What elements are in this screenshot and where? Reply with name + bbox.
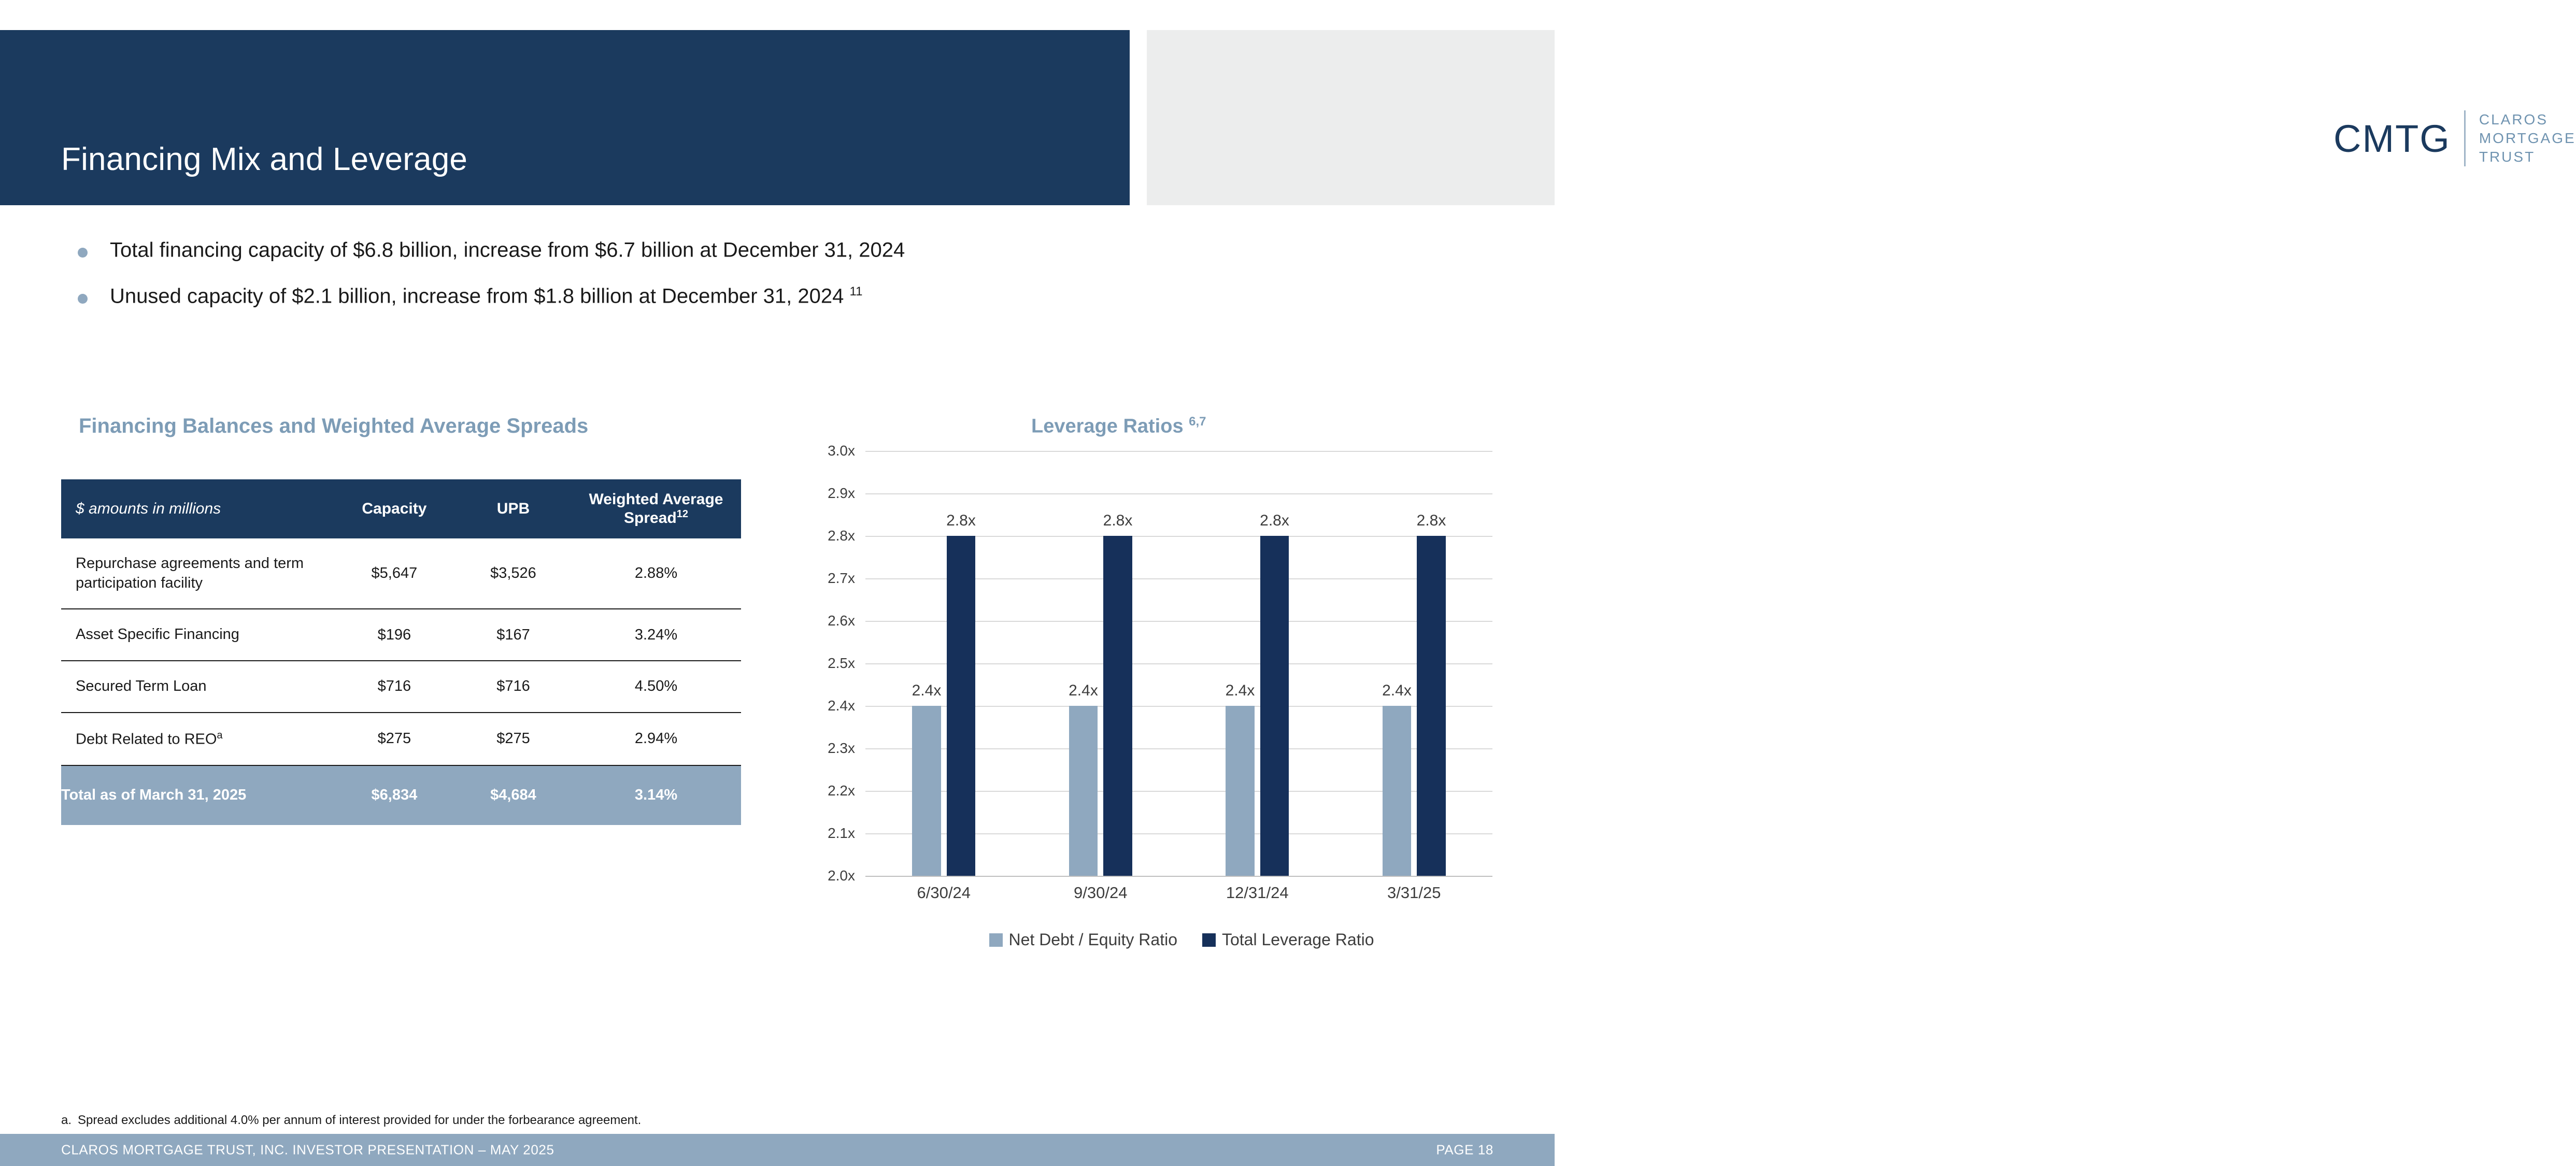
- y-axis-tick-label: 2.0x: [828, 868, 855, 884]
- column-header-label: $ amounts in millions: [61, 479, 333, 538]
- x-axis-tick-label: 3/31/25: [1387, 884, 1441, 902]
- row-capacity: $275: [333, 713, 456, 765]
- logo-subtext-line3: TRUST: [2479, 148, 2536, 165]
- column-header-spread: [571, 479, 741, 538]
- chart-bar-label: 2.8x: [1103, 512, 1133, 529]
- chart-title-text: Leverage Ratios: [1031, 415, 1184, 437]
- chart-bar: [1069, 706, 1098, 876]
- list-item: [78, 285, 905, 308]
- chart-bar-label: 2.4x: [912, 682, 942, 699]
- chart-legend: [865, 930, 1498, 949]
- total-capacity: $6,834: [333, 765, 456, 825]
- chart-y-axis: [798, 443, 855, 884]
- financing-table: [61, 479, 741, 825]
- x-axis-tick-label: 12/31/24: [1226, 884, 1289, 902]
- leverage-ratios-chart: [798, 443, 1498, 949]
- list-item: [78, 238, 905, 262]
- table-header-row: [61, 479, 741, 538]
- column-header-upb: UPB: [456, 479, 571, 538]
- logo-divider: [2464, 110, 2466, 166]
- row-upb: $716: [456, 661, 571, 713]
- logo: [2333, 110, 2576, 166]
- chart-bar: [1226, 706, 1255, 876]
- row-upb: $275: [456, 713, 571, 765]
- y-axis-tick-label: 2.9x: [828, 485, 855, 501]
- row-label: Asset Specific Financing: [61, 609, 333, 661]
- chart-x-axis: [865, 884, 1492, 915]
- footnote-text: Spread excludes additional 4.0% per annum of interest provided for under the forbearance agreement.: [78, 1113, 642, 1127]
- logo-subtext: [2479, 110, 2576, 166]
- bullet-text: [110, 285, 862, 308]
- logo-subtext-line1: CLAROS: [2479, 111, 2549, 128]
- y-axis-tick-label: 2.4x: [828, 698, 855, 714]
- chart-title-superscript: 6,7: [1189, 415, 1206, 429]
- chart-gridline: [865, 876, 1492, 877]
- y-axis-tick-label: 2.8x: [828, 528, 855, 544]
- bullet-dot-icon: [78, 248, 88, 258]
- y-axis-tick-label: 3.0x: [828, 443, 855, 459]
- y-axis-tick-label: 2.1x: [828, 825, 855, 841]
- table-body: [61, 538, 741, 825]
- logo-subtext-line2: MORTGAGE: [2479, 130, 2576, 147]
- row-capacity: $5,647: [333, 538, 456, 609]
- row-spread: 3.24%: [571, 609, 741, 661]
- chart-title: [1031, 415, 1206, 438]
- row-label: [61, 713, 333, 765]
- chart-bar: [947, 536, 976, 876]
- legend-item[interactable]: [989, 930, 1177, 949]
- footer-band: [0, 1134, 1555, 1166]
- legend-item[interactable]: [1202, 930, 1374, 949]
- bullet-text-value: Unused capacity of $2.1 billion, increase from $1.8 billion at December 31, 2024: [110, 285, 844, 308]
- row-capacity: $196: [333, 609, 456, 661]
- chart-plot-area: [865, 451, 1492, 876]
- total-label: Total as of March 31, 2025: [61, 765, 333, 825]
- row-label-superscript: a: [217, 729, 223, 741]
- x-axis-tick-label: 9/30/24: [1074, 884, 1128, 902]
- y-axis-tick-label: 2.2x: [828, 783, 855, 799]
- bullet-text-value: Total financing capacity of $6.8 billion, increase from $6.7 billion at December 31, 2024: [110, 238, 905, 262]
- bullet-list: [78, 238, 905, 331]
- chart-bar-label: 2.4x: [1382, 682, 1412, 699]
- logo-wordmark: CMTG: [2333, 117, 2451, 160]
- header-band: [0, 30, 1130, 205]
- chart-bar: [1417, 536, 1446, 876]
- chart-bars: [865, 451, 1492, 876]
- column-header-spread-text: Weighted Average Spread: [589, 491, 723, 527]
- column-header-capacity: Capacity: [333, 479, 456, 538]
- row-capacity: $716: [333, 661, 456, 713]
- y-axis-tick-label: 2.5x: [828, 655, 855, 671]
- chart-bar-label: 2.8x: [946, 512, 976, 529]
- row-upb: $167: [456, 609, 571, 661]
- y-axis-tick-label: 2.6x: [828, 613, 855, 629]
- footer-left-text: CLAROS MORTGAGE TRUST, INC. INVESTOR PRESENTATION – MAY 2025: [61, 1142, 554, 1158]
- chart-bar-label: 2.4x: [1069, 682, 1098, 699]
- table-row: [61, 661, 741, 713]
- chart-bar: [1260, 536, 1289, 876]
- chart-bar-label: 2.8x: [1416, 512, 1446, 529]
- row-label: Repurchase agreements and term participation facility: [61, 538, 333, 609]
- table-row: [61, 713, 741, 765]
- chart-bar-label: 2.4x: [1225, 682, 1255, 699]
- footnote-letter: a.: [61, 1113, 72, 1127]
- chart-bar: [912, 706, 941, 876]
- bullet-text: [110, 238, 905, 262]
- chart-bar-label: 2.8x: [1260, 512, 1289, 529]
- total-upb: $4,684: [456, 765, 571, 825]
- chart-bar: [1103, 536, 1132, 876]
- table-total-row: [61, 765, 741, 825]
- logo-band: [1147, 30, 2576, 205]
- table-header: [61, 479, 741, 538]
- table-heading: Financing Balances and Weighted Average Spreads: [79, 415, 589, 437]
- row-spread: 2.88%: [571, 538, 741, 609]
- legend-label: Total Leverage Ratio: [1221, 930, 1374, 949]
- row-upb: $3,526: [456, 538, 571, 609]
- bullet-superscript: 11: [849, 285, 863, 299]
- row-spread: 4.50%: [571, 661, 741, 713]
- table-row: [61, 538, 741, 609]
- table-row: [61, 609, 741, 661]
- total-spread: 3.14%: [571, 765, 741, 825]
- column-header-spread-superscript: 12: [676, 508, 688, 520]
- footnote: [61, 1113, 641, 1128]
- x-axis-tick-label: 6/30/24: [917, 884, 971, 902]
- chart-bar: [1383, 706, 1412, 876]
- page-number: PAGE 18: [1436, 1142, 1493, 1158]
- y-axis-tick-label: 2.7x: [828, 570, 855, 586]
- row-label-text: Debt Related to REO: [76, 731, 217, 748]
- legend-label: Net Debt / Equity Ratio: [1008, 930, 1177, 949]
- legend-swatch-icon: [989, 933, 1003, 947]
- legend-swatch-icon: [1202, 933, 1216, 947]
- bullet-dot-icon: [78, 294, 88, 304]
- page-title: Financing Mix and Leverage: [61, 141, 468, 177]
- row-spread: 2.94%: [571, 713, 741, 765]
- y-axis-tick-label: 2.3x: [828, 740, 855, 756]
- row-label: Secured Term Loan: [61, 661, 333, 713]
